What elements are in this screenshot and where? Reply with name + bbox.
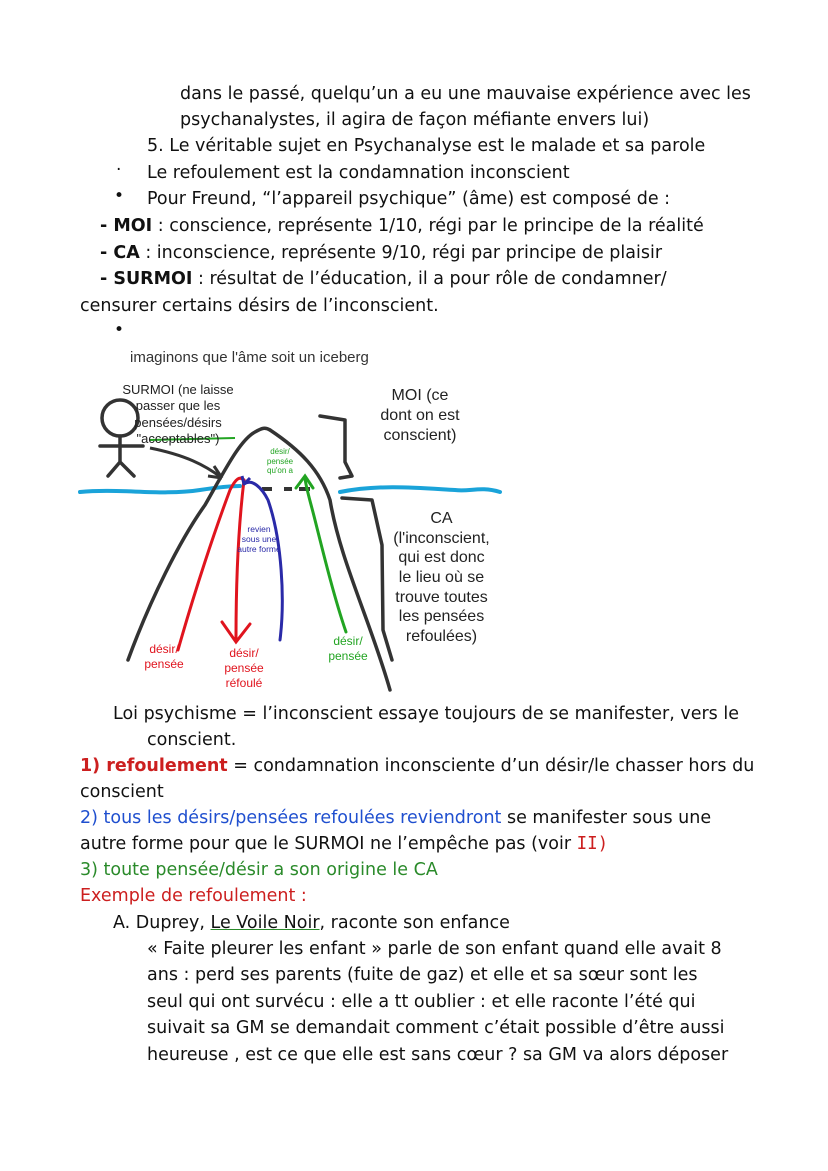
green-top-line: qu'on a [267, 466, 293, 476]
bullet-dot: • [114, 186, 125, 206]
ca-label-line: CA [430, 510, 453, 527]
moi-key: - MOI [100, 216, 153, 236]
moi-text: : conscience, représente 1/10, régi par le principe de la réalité [152, 216, 704, 236]
ca-label-line: trouve toutes [395, 588, 488, 606]
green-top-line: pensée [266, 456, 294, 466]
green-top-label [262, 447, 298, 476]
surmoi-label-line: passer que les [135, 398, 221, 414]
moi-label [370, 386, 470, 446]
example-line-5: heureuse , est ce que elle est sans cœur ? sa GM va alors déposer [147, 1045, 729, 1065]
intro-line-1: dans le passé, quelqu’un a eu une mauvaise expérience avec les [180, 84, 751, 104]
point-2-cont-a: autre forme pour que le SURMOI ne l’empêche pas (voir [80, 834, 577, 854]
ca-label-line: qui est donc [398, 549, 485, 567]
surmoi-label [118, 382, 238, 447]
red-bottom-line: désir/ [229, 646, 259, 660]
water-line-right [340, 487, 500, 492]
intro-line-2: psychanalystes, il agira de façon méfiante envers lui) [180, 110, 650, 130]
example-a-prefix: A. Duprey, [113, 913, 211, 933]
surmoi-key: - SURMOI [100, 269, 193, 289]
surmoi-arrow [150, 448, 222, 478]
moi-label-line: MOI (ce [391, 387, 449, 404]
green-bottom-label [320, 634, 376, 664]
point-2-highlight: désirs/pensées refoulées reviendront [177, 808, 502, 828]
point-2-a: 2) tous les [80, 808, 178, 828]
list-item-5: 5. Le véritable sujet en Psychanalyse est le malade et sa parole [147, 136, 706, 156]
diagram-caption: imaginons que l'âme soit un iceberg [130, 349, 369, 366]
surmoi-label-line: SURMOI (ne laisse [122, 382, 234, 397]
bullet-refoulement: Le refoulement est la condamnation inconscient [147, 163, 570, 183]
example-title: Exemple de refoulement : [80, 886, 307, 906]
blue-return-path [244, 482, 282, 640]
red-bottom-line: pensée [224, 661, 264, 675]
bullet-freund: Pour Freund, “l’appareil psychique” (âme) est composé de : [147, 189, 671, 209]
red-left-label [136, 642, 192, 672]
ca-label-line: les pensées [398, 608, 485, 626]
red-bottom-line: réfoulé [225, 676, 263, 690]
surmoi-label-line: "acceptables") [136, 430, 220, 446]
blue-mid-label [234, 524, 284, 555]
loi-line-2: conscient. [147, 730, 237, 750]
green-desire-path [305, 478, 346, 632]
blue-mid-line: sous une [241, 534, 277, 545]
moi-label-line: conscient) [383, 427, 457, 444]
red-left-line: désir/ [149, 642, 179, 656]
moi-bracket [320, 416, 352, 478]
red-refoule-path [236, 480, 244, 638]
point-2-cont [80, 831, 608, 857]
example-a-suffix: , raconte son enfance [319, 913, 510, 933]
example-line-3: seul qui ont survécu : elle a tt oublier : et elle raconte l’été qui [147, 992, 696, 1012]
refoulement-key: 1) refoulement [80, 756, 228, 776]
point-1-cont: conscient [80, 782, 164, 802]
structure-surmoi-cont: censurer certains désirs de l’inconscient. [80, 296, 439, 316]
red-desire-path [178, 478, 244, 650]
book-title: Le Voile Noir [210, 913, 320, 933]
example-a [113, 910, 510, 936]
ca-key: - CA [100, 243, 140, 263]
blue-mid-line: autre forme [237, 544, 281, 555]
green-top-line: désir/ [270, 447, 290, 456]
ca-label-line: refoulées) [405, 628, 478, 646]
green-bottom-line: désir/ [333, 634, 363, 648]
ca-label-line: le lieu où se [398, 569, 485, 587]
point-1 [80, 753, 754, 779]
red-bottom-label [214, 646, 274, 691]
moi-label-line: dont on est [380, 407, 460, 424]
point-2-ref: II) [576, 834, 609, 854]
green-bottom-line: pensée [328, 649, 368, 663]
bullet-dot: • [114, 320, 125, 340]
red-left-line: pensée [144, 657, 184, 671]
point-2-c: se manifester sous une [501, 808, 712, 828]
bullet-dot: · [116, 160, 122, 180]
loi-line-1: Loi psychisme = l’inconscient essaye toujours de se manifester, vers le [113, 704, 739, 724]
example-line-2: ans : perd ses parents (fuite de gaz) et elle et sa sœur sont les [147, 965, 698, 985]
point-1-text: = condamnation inconsciente d’un désir/le chasser hors du [227, 756, 755, 776]
ca-label [384, 509, 499, 647]
example-line-1: « Faite pleurer les enfant » parle de son enfant quand elle avait 8 [147, 939, 722, 959]
point-2 [80, 805, 711, 831]
point-3: 3) toute pensée/désir a son origine le CA [80, 860, 438, 880]
blue-mid-line: revien [247, 524, 271, 534]
surmoi-label-line: pensées/désirs [134, 414, 222, 430]
ca-text: : inconscience, représente 9/10, régi par principe de plaisir [139, 243, 663, 263]
surmoi-text: : résultat de l’éducation, il a pour rôle de condamner/ [192, 269, 667, 289]
example-line-4: suivait sa GM se demandait comment c’était possible d’être aussi [147, 1018, 725, 1038]
ca-label-line: (l'inconscient, [393, 529, 490, 547]
